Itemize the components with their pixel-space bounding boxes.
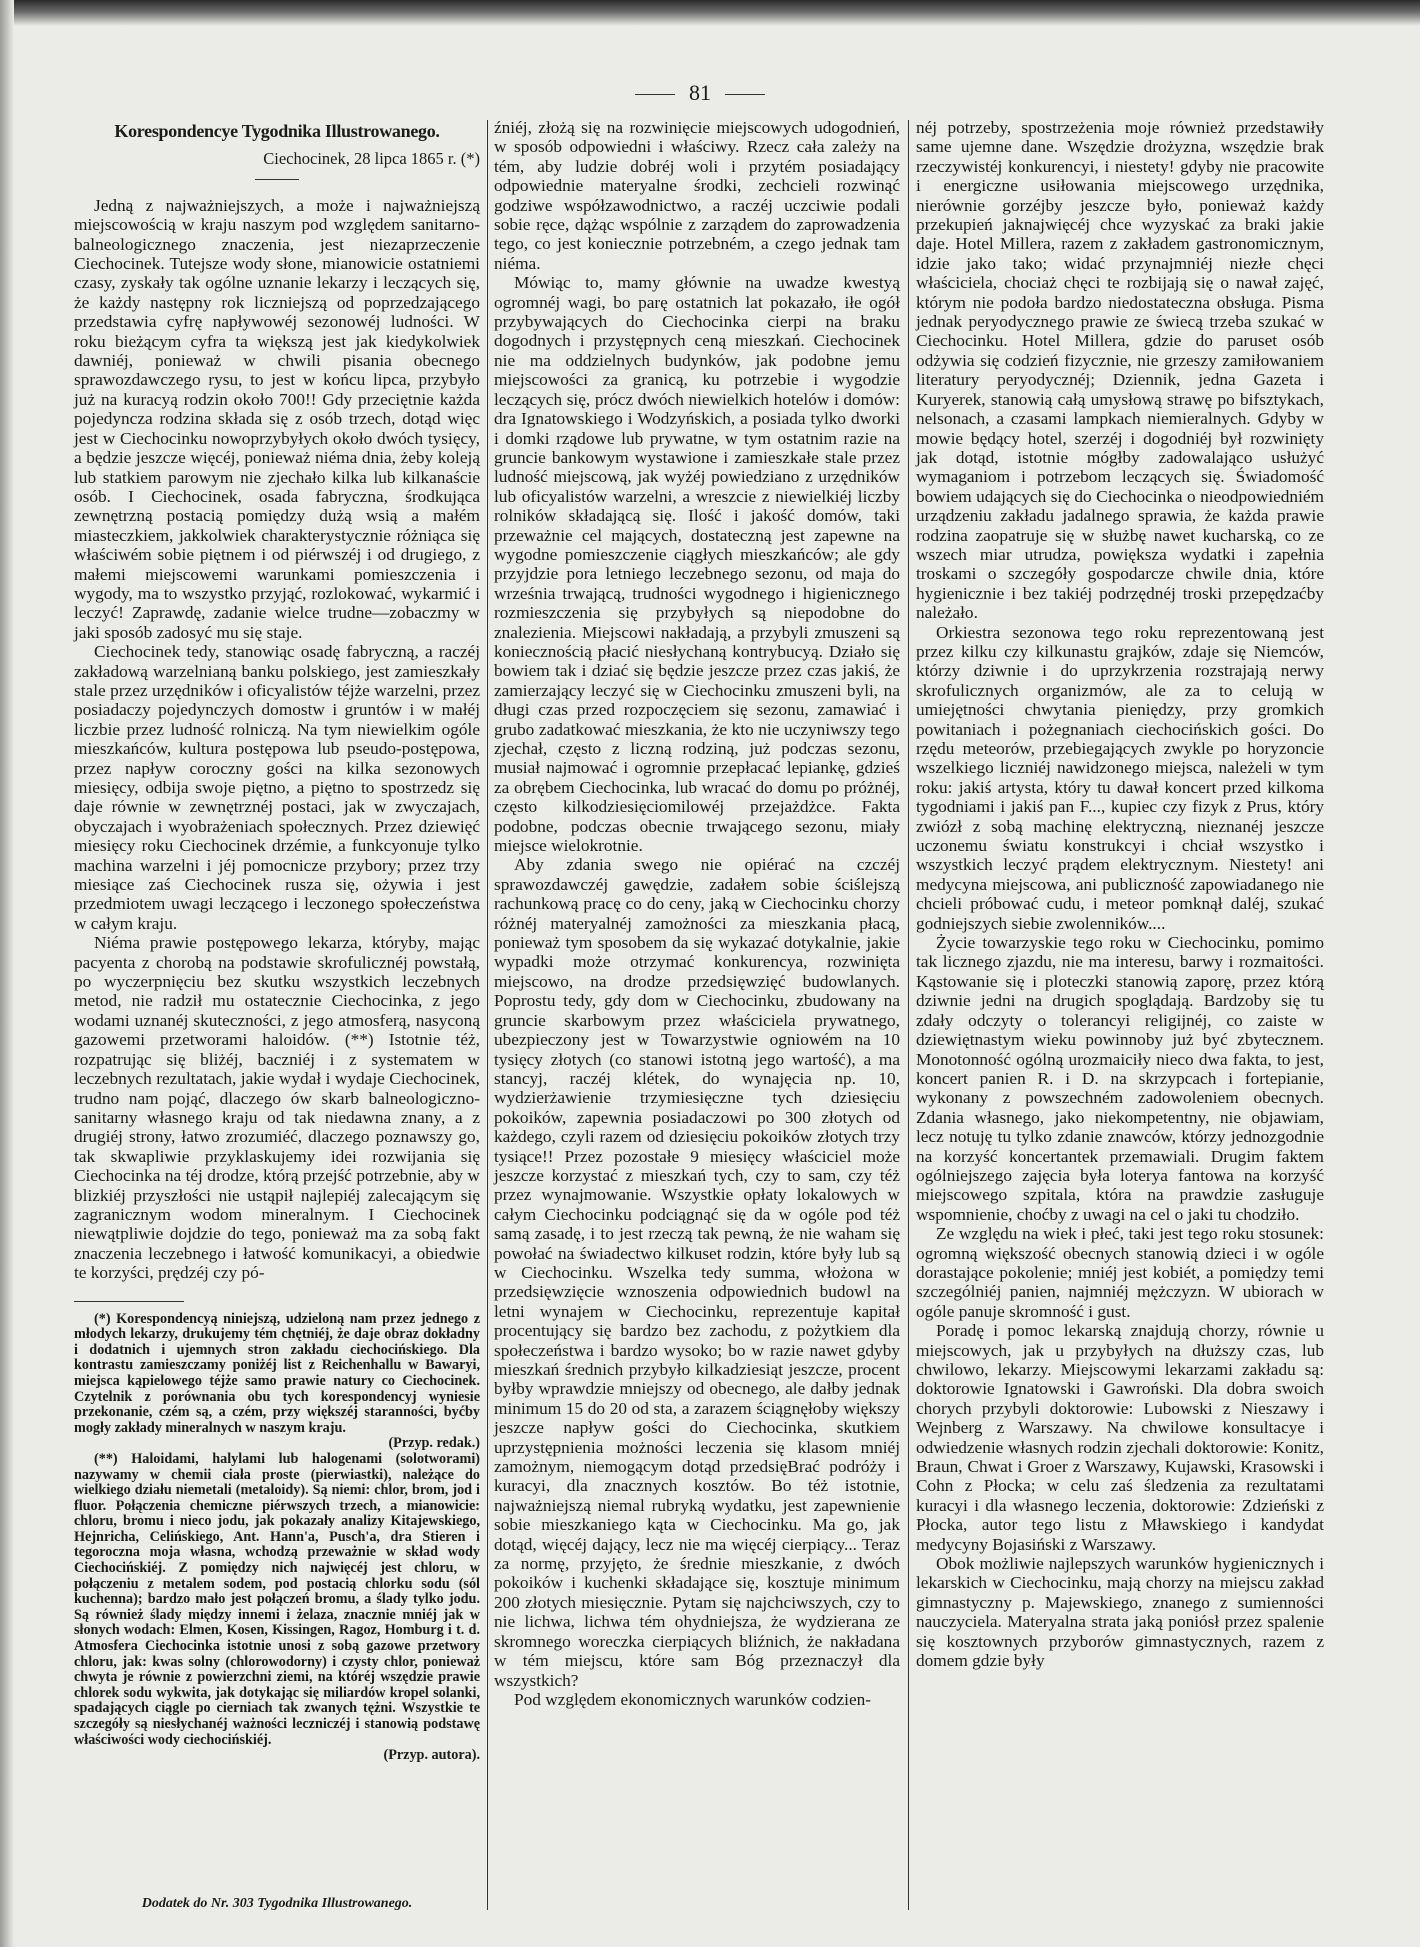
footnote-text: (**) Haloidami, halylami lub halogenami (solotworami) nazywamy w chemii ciała proste (pierwiastki), należące do wielkiego działu niemetali (metaloidy). Są niemi: chlor, brom, jod i fluor. Połączenia chemiczne piérwszych trzech, a mianowicie: chloru, bromu i nieco jodu, jak pokazały analizy Kitajewskiego, Hejnricha, Celińskiego, Ant. Hann'a, Pusch'a, dra Stieren i tegoroczna moja własna, wchodzą przeważnie w skład wody Ciechocińskiéj. Z pomiędzy nich najwięcéj jest chloru, w połączeniu z metalem sodem, pod postacią chlorku sodu (sól kuchenna); bardzo mało jest połączeń bromu, a ślady tylko jodu. Są również ślady między innemi i żelaza, znacznie mniéj jak w słonych wodach: Elmen, Kosen, Kissingen, Ragoz, Homburg i t. d. Atmosfera Ciechocinka istotnie unosi z sobą gazowe przetwory chloru, jak: kwas solny (chlorowodorny) i czysty chlor, ponieważ chwyta je równie z powierzchni ziemi, na któréj wszędzie prawie chlorek sodu wykwita, jak dotykając się miliardów kropel solanki, spadających ciągle po cierniach tak zwanych tężni. Wszystkie te szczegóły są niesłychanéj ważności leczniczéj i stanowią podstawę właściwości wody ciechocińskiéj. — [74, 1450, 480, 1748]
dash-decoration — [725, 94, 765, 95]
paragraph: Życie towarzyskie tego roku w Ciechocinku, pomimo tak licznego zjazdu, nie ma interesu, barwy i rozmaitości. Kąstowanie się i ploteczki stanowią zaporę, przez którą dziwnie jedni na drugich spoglądają. Bardzoby się tu zdały odczyty o tolerancyi religijnéj, co zaiste w dziewiętnastym wieku powinnoby już być zbytecznem. Monotonność ogólną urozmaiciły nieco dwa fakta, to jest, koncert panien R. i D. na skrzypcach i fortepianie, wykonany z powszechném zadowoleniem obecnych. Zdania własnego, jako niekompetentny, nie objawiam, lecz notuję tu tylko zdanie znawców, którzy jednozgodnie na korzyść koncertantek przemawiali. Drugim faktem ogólniejszego zajęcia była loterya fantowa na korzyść miejscowego szpitala, która na prawdzie zasługuje wspomnienie, choćby z uwagi na cel o jaki tu chodziło. — [916, 933, 1324, 1224]
article-title: Korespondencye Tygodnika Illustrowanego. — [114, 121, 440, 141]
paragraph: Jedną z najważniejszych, a może i najważniejszą miejscowością w kraju naszym pod względem sanitarno-balneologicznego znaczenia, jest niezaprzeczenie Ciechocinek. Tutejsze wody słone, mianowicie ostatniemi czasy, zyskały tak ogólne uznanie lekarzy i leczących się, że każdy następny rok liczniejszą od poprzedzającego przedstawia cyfrę napływowéj sezonowéj ludności. W roku bieżącym cyfra ta większą jest jak kiedykolwiek dawniéj, ponieważ w chwili pisania obecnego sprawozdawczego rysu, to jest w końcu lipca, przybyło już na kuracyą rodzin około 700!! Gdy przeciętnie każda pojedyncza rodzina składa się z osób trzech, dotąd więc jest w Ciechocinku nowoprzybyłych około dwóch tysięcy, a będzie jeszcze więcéj, ponieważ niéma dnia, żeby koleją lub statkiem parowym nie zjechało kilka lub kilkanaście osób. I Ciechocinek, osada fabryczna, środkująca zewnętrzną postacią pomiędzy dużą wsią a małém miasteczkiem, jakkolwiek charakterystycznie różniąca się właściwém sobie piętnem i od piérwszéj i od drugiego, z małemi miejscowemi warunkami pomieszczenia i wygody, ma to wszystko przyjąć, rozlokować, wykarmić i leczyć! Zaprawdę, zadanie wielce trudne—zobaczmy w jaki sposób zadosyć mu się staje. — [74, 195, 480, 642]
divider — [255, 179, 299, 180]
dateline: Ciechocinek, 28 lipca 1865 r. (*) — [263, 149, 480, 169]
paragraph: Niéma prawie postępowego lekarza, któryby, mając pacyenta z chorobą na podstawie skrofulicznéj powstałą, po wyczerpnięciu bez skutku wszystkich leczebnych metod, nie radził mu ostatecznie Ciechocinka, z jego wodami uznanéj skuteczności, z jego atmosferą, nasyconą gazowemi przetworami haloidów. (**) Istotnie téż, rozpatrując się bliżéj, baczniéj i z systematem w leczebnych rezultatach, jakie wydał i wydaje Ciechocinek, trudno nam pojąć, dlaczego ów skarb balneologiczno-sanitarny własnego kraju od tak niedawna znany, a z drugiéj strony, łatwo zrozumiéć, dlaczego poznawszy go, tak skwapliwie przyklaskujemy idei rozwijania się Ciechocinka na téj drodze, którą przejść potrzebnie, aby w blizkiéj przyszłości nie ustąpił najlepiéj zalecającym się zagranicznym wodom mineralnym. I Ciechocinek niewątpliwie dojdzie do tego, ponieważ ma za sobą fakt znaczenia leczebnego i łatwość komunikacyi, a obiedwie te korzyści, prędzéj czy pó- — [74, 933, 480, 1283]
paragraph: Pod względem ekonomicznych warunków codzien- — [514, 1689, 872, 1709]
footnote-text: (*) Korespondencyą niniejszą, udzieloną nam przez jednego z młodych lekarzy, drukujemy tém chętniéj, że daje obraz dokładny i dodatnich i ujemnych stron zakładu ciechocińskiego. Dla kontrastu zamieszczamy poniżéj list z Reichenhallu w Bawaryi, miejsca kąpielowego téjże samo prawie natury co Ciechocinek. Czytelnik z porównania obu tych korespondencyj wyniesie przekonanie, czém są, a czém, przy większéj staranności, byćby mogły zakłady mineralnych w naszym kraju. — [74, 1310, 480, 1436]
column-1 — [74, 118, 480, 1764]
column-3 — [916, 118, 1324, 1671]
paragraph: Obok możliwie najlepszych warunków hygienicznych i lekarskich w Ciechocinku, mają chorzy na miejscu zakład gimnastyczny p. Majewskiego, znanego z sumienności nauczyciela. Materyalna strata jaką poniósł przez spalenie się kosztownych przyborów gimnastycznych, razem z domem gdzie były — [916, 1554, 1324, 1671]
dash-decoration — [635, 94, 675, 95]
footnote — [74, 1312, 480, 1452]
scan-edge-top — [0, 0, 1420, 26]
column-rule — [487, 120, 488, 1910]
paragraph: Poradę i pomoc lekarską znajdują chorzy, równie u miejscowych, jak u przybyłych na dłuższy czas, lub chwilowo, lekarzy. Miejscowymi lekarzami zakładu są: doktorowie Ignatowski i Gawroński. Dla dobra swoich chorych przybyli doktorowie: Lubowski z Nieszawy i Wejnberg z Warszawy. Na chwilowe konsultacye i odwiedzenie własnych rodzin zjechali doktorowie: Konitz, Braun, Chwat i Groer z Warszawy, Kujawski, Krasowski i Cohn z Płocka; w celu zaś śledzenia za rezultatami kuracyi i dla własnego leczenia, doktorowie: Zdzieński z Płocka, autor tego listu z Mławskiego i kandydat medycyny Bojasiński z Warszawy. — [916, 1321, 1324, 1554]
column-rule — [908, 120, 909, 1910]
footnote-attribution: (Przyp. redak.) — [388, 1435, 480, 1452]
footnote — [74, 1452, 480, 1764]
supplement-footer: Dodatek do Nr. 303 Tygodnika Illustrowanego. — [141, 1896, 413, 1911]
paragraph: néj potrzeby, spostrzeżenia moje również przedstawiły same ujemne dane. Wszędzie drożyzna, wszędzie brak rzeczywistéj konkurencyi, i niestety! gdyby nie pracowite i energiczne usiłowania miejscowego urzędnika, nierównie gorzéjby jeszcze było, ponieważ każdy przekupień jaknajwięcéj chce wyzyskać za braki jakie daje. Hotel Millera, razem z zakładem gastronomicznym, idzie jako tako; widać przynajmniéj niezłe chęci właściciela, chociaż chęci te rozbijają się o nawał zajęć, którym nie podoła bardzo niedostateczna obsługa. Pisma jednak peryodycznego prawie ze świecą trzeba szukać w Ciechocinku. Hotel Millera, gdzie do paruset osób odżywia się codzień fizycznie, nie grzeszy zamiłowaniem literatury peryodycznéj; Dziennik, jedna Gazeta i Kuryerek, stanowią całą umysłową strawę po bifsztykach, nelsonach, a czasami lampkach niemieralnych. Gdyby w mowie będący hotel, szerzéj i dogodniéj był rozwinięty jak dotąd, istotnie mógłby zadowalająco usłużyć wymaganiom i potrzebom leczących się. Świadomość bowiem udających się do Ciechocinka o nieodpowiedniém urządzeniu zakładu jadalnego sprawia, że każda prawie rodzina zaopatruje się w służbę nawet kucharską, co ze wszech miar utrudza, powiększa wydatki i zapełnia troskami o szczegóły gospodarcze chwile dnia, które hygienicznie i bez takiéj podrzędnéj troski przepędzaćby należało. — [916, 118, 1324, 623]
paragraph: Ciechocinek tedy, stanowiąc osadę fabryczną, a raczéj zakładową warzelnianą banku polskiego, jest zamieszkały stale przez urzędników i oficyalistów téjże warzelni, przez posiadaczy pojedynczych domostw i gruntów i w małéj liczbie przez ludność rolniczą. Na tym niewielkim ogóle mieszkańców, kultura postępowa lub pseudo-postępowa, przez napływ coroczny gości na kilka sezonowych miesięcy, odbija swoje piętno, a piętno to spostrzedz się daje równie w zewnętrznéj postaci, jak w zwyczajach, obyczajach i wyobrażeniach społecznych. Przez dziewięć miesięcy roku Ciechocinek drzémie, a funkcyonuje tylko machina warzelni i jéj pomocnicze przybory; przez trzy miesiące zaś Ciechocinek rusza się, ożywia i jest przedmiotem uwagi leczącego i leczonego społeczeństwa w całym kraju. — [74, 642, 480, 933]
page-number-text: 81 — [689, 80, 711, 105]
paragraph: Mówiąc to, mamy głównie na uwadze kwestyą ogromnéj wagi, bo parę ostatnich lat pokazało, iłe ogół przybywających do Ciechocinka cierpi na braku dogodnych i przystępnych ceną mieszkań. Ciechocinek nie ma oddzielnych budynków, jak podobne jemu miejscowości za granicą, ku potrzebie i wygodzie leczących się, prócz dwóch niewielkich hotelów i domów: dra Ignatowskiego i Wodzyńskich, a posiada tylko dworki i domki rządowe lub prywatne, w tym ostatnim razie na gruncie bankowym wystawione i zamieszkałe stale przez ludność miejscową, jak wyżéj powiedziano z urzędników lub oficyalistów warzelni, a wreszcie z niewielkiéj liczby rolników składającą się. Ilość i jakość domów, taki przeważnie cel mających, dostateczną jest zapewne na wygodne pomieszczenie ciągłych mieszkańców; ale gdy przyjdzie pora letniego leczebnego sezonu, od maja do września trwającą, trudności wygodnego i higienicznego rozmieszczenia się przybyłych są niepodobne do znalezienia. Miejscowi nakładają, a przybyli zmuszeni są koniecznością płacić niesłychaną kontrybucyą. Działo się bowiem tak i dziać się będzie jeszcze przez czas jakiś, że zamierzający leczyć się w Ciechocinku zmuszeni byli, na długi czas przed rozpoczęciem się sezonu, zamawiać i grubo zadatkować mieszkania, że kto nie uczyniwszy tego zjechał, często z liczną rodziną, już podczas sezonu, musiał najmować i ogromnie przepłacać lepiankę, gdzieś za obrębem Ciechocinka, lub wracać do domu po próżnéj, często kilkodziesięciomilowéj przejażdżce. Fakta podobne, podczas obecnie trwającego sezonu, miały miejsce wielokrotnie. — [494, 273, 900, 856]
paragraph: Orkiestra sezonowa tego roku reprezentowaną jest przez kilku czy kilkunastu grajków, zdaje się Niemców, którzy dziwnie i do uprzykrzenia rozstrajają nerwy skrofulicznych organizmów, ale za to celują w umiejętności chwytania pieniędzy, przy gromkich powitaniach i pożegnaniach ciechocińskich gości. Do rzędu meteorów, przebiegających zwykle po horyzoncie wszelkiego liczniéj nawidzonego miejsca, należeli w tym roku: jakiś artysta, który tu dawał koncert przed kilkoma tygodniami i jakiś pan F..., kupiec czy fizyk z Prus, który zwiózł z sobą machinę elektryczną, nieznanéj jeszcze uczonemu światu konstrukcyi i chciał wszystko i wszystkich leczyć prądem elektrycznym. Niestety! ani medycyna miejscowa, ani publiczność zapowiadanego nie chcieli próbować cudu, i meteor pomknął daléj, szukać godniejszych siebie zwolenników.... — [916, 622, 1324, 933]
column-2 — [494, 118, 900, 1709]
scan-edge-left — [0, 0, 14, 1947]
paragraph: Aby zdania swego nie opiérać na czczéj sprawozdawczéj gawędzie, zadałem sobie ściślejszą rachunkową pracę co do ceny, jaką w Ciechocinku chorzy różnéj materyalnéj zamożności za mieszkania płacą, ponieważ tym sposobem da się wykazać dotykalnie, jakie wypadki może otrzymać konkurencya, rozwinięta miejscowo, na drodze przedsięwzięć budowlanych. Poprostu tedy, gdy dom w Ciechocinku, zbudowany na gruncie skarbowym przez właściciela prywatnego, ubezpieczony jest w Towarzystwie ogniowém na 10 tysięcy złotych (co stanowi istotną jego wartość), a ma stancyj, raczéj klétek, do wynajęcia np. 10, wydzierżawienie trzymiesięczne tych dziesięciu pokoików, zapewnia posiadaczowi po 300 złotych od każdego, czyli razem od dziesięciu pokoików złotych trzy tysiące!! Przez pozostałe 9 miesięcy właściciel może jeszcze korzystać z mieszkań tych, czy to sam, czy téż przez wynajmowanie. Wszystkie opłaty lokalowych w całym Ciechocinku podciągnąć się da w ogóle pod téż samą zasadę, i to jest rzeczą tak pewną, że nie waham się powołać na świadectwo kilkuset rodzin, które były lub są w Ciechocinku. Wszelka tedy summa, włożona w przedsięwzięcie wznoszenia odpowiednich budowl na letni wynajem w Ciechocinku, reprezentuje kapitał procentujący się bardzo bez zachodu, z pożytkiem dla społeczeństwa i bardzo wysoko; bo w razie nawet gdyby mieszkań średnich przybyło kilkadziesiąt jeszcze, procent byłby wprawdzie mniejszy od obecnego, ale dałby jednak minimum 15 do 20 od sta, a zarazem ściągnęłoby większy jeszcze napływ gości do Ciechocinka, skutkiem uprzystępnienia możności leczenia się klasom mniéj zamożnym, niemogącym dotąd przedsięBrać podróży i kuracyi, dla znacznych kosztów. Bo téż istotnie, najważniejszą niemal rubryką wydatku, jest zapewnienie sobie mieszkaniego kąta w Ciechocinku. Ma go, jak dotąd, więcéj dający, lecz nie ma więcéj cierpiący... Teraz za normę, przyjęto, że średnie mieszkanie, z dwóch pokoików i kuchenki składające się, kosztuje minimum 200 złotych miesięcznie. Pytam się najchciwszych, czy to nie lichwa, lichwa tém ohydniejsza, że wydzierana ze skromnego woreczka cierpiących bliźnich, że nakładana w tém miejscu, które sam Bóg przeznaczył dla wszystkich? — [494, 855, 900, 1690]
page-number — [620, 80, 780, 106]
paragraph: Ze względu na wiek i płeć, taki jest tego roku stosunek: ogromną większość obecnych stanowią dzieci i w ogóle dorastające pokolenie; mniéj jest kobiét, a pomiędzy temi szczególniéj panien, najmniéj mężczyzn. W ubiorach w ogóle panuje skromność i gust. — [916, 1224, 1324, 1321]
footnote-divider — [74, 1301, 184, 1302]
footnotes — [74, 1312, 480, 1764]
footnote-attribution: (Przyp. autora). — [383, 1747, 480, 1764]
paragraph: źniéj, złożą się na rozwinięcie miejscowych udogodnień, w sposób odpowiedni i właściwy. Rzecz cała zależy na tém, aby ludzie dobréj woli i przytém posiadający odpowiednie materyalne środki, zechcieli rozwinąć godziwe współzawodnictwo, a raczéj uczciwie podali sobie ręce, dążąc wspólnie z zarządem do zaprowadzenia tego, co jest koniecznie potrzebném, a czego jednak tam niéma. — [494, 118, 900, 273]
